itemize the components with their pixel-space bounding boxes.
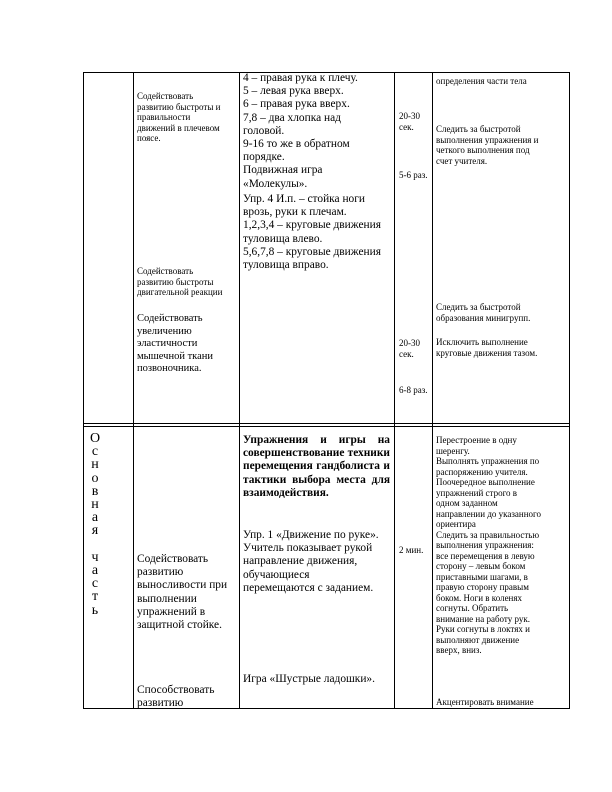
instructions-text: определения части тела	[436, 76, 527, 86]
dosage-text: 5-6 раз.	[399, 170, 428, 180]
dosage-text: 2 мин.	[399, 545, 424, 555]
dosage-text: 20-30 сек.	[399, 338, 420, 359]
col-border-4	[394, 72, 395, 709]
col-border-1	[83, 72, 84, 709]
instructions-text: Следить за быстротой образования минигрупп.	[436, 302, 531, 323]
instructions-text: Следить за быстротой выполнения упражнения и четкого выполнения под счет учителя.	[436, 124, 539, 166]
col-border-3	[239, 72, 240, 709]
instructions-text: Акцентировать внимание	[436, 697, 534, 707]
instructions-text: Перестроение в одну шеренгу. Выполнять упражнения по распоряжению учителя. Поочередное выполнение упражнений строго в одном заданном направлении до указанного ориентира Следить за правильностью выполнения упражнения: все перемещения в левую сторону – левым боком приставными шагами, в правую сторону правым боком. Ноги в коленях согнуты. Обратить внимание на работу рук. Руки согнуты в локтях и выполняют движение вверх, вниз.	[436, 435, 542, 655]
goal-text: Содействовать развитию выносливости при выполнении упражнений в защитной стойке.	[137, 553, 228, 632]
row-divider-inner	[83, 426, 570, 427]
instructions-text: Исключить выполнение круговые движения тазом.	[436, 337, 538, 358]
section-title-vertical: О с н о в н а я ч а с т ь	[89, 431, 101, 618]
goal-text: Способствовать развитию	[137, 684, 215, 710]
row-divider	[83, 423, 570, 424]
col-border-2	[133, 72, 134, 709]
goal-text: Содействовать развитию быстроты двигательной реакции	[137, 266, 223, 297]
dosage-text: 20-30 сек.	[399, 111, 420, 132]
exercise-text: 4 – правая рука к плечу. 5 – левая рука вверх. 6 – правая рука вверх. 7,8 – два хлопка над головой. 9-16 то же в обратном порядке. Подвижная игра «Молекулы».	[243, 72, 358, 190]
dosage-text: 6-8 раз.	[399, 385, 428, 395]
col-border-5	[432, 72, 433, 709]
col-border-6	[569, 72, 570, 709]
exercise-text: Упр. 4 И.п. – стойка ноги врозь, руки к плечам. 1,2,3,4 – круговые движения туловища влево. 5,6,7,8 – круговые движения туловища вправо.	[243, 193, 381, 272]
section-heading: Упражнения и игры на совершенствование техники перемещения гандболиста и тактики выбора места для взаимодействия.	[243, 434, 390, 499]
exercise-text: Игра «Шустрые ладошки».	[243, 673, 375, 685]
goal-text: Содействовать увеличению эластичности мышечной ткани позвоночника.	[137, 313, 214, 374]
goal-text: Содействовать развитию быстроты и правильности движений в плечевом поясе.	[137, 91, 221, 143]
exercise-text: Упр. 1 «Движение по руке». Учитель показывает рукой направление движения, обучающиеся перемещаются с заданием.	[243, 529, 379, 594]
